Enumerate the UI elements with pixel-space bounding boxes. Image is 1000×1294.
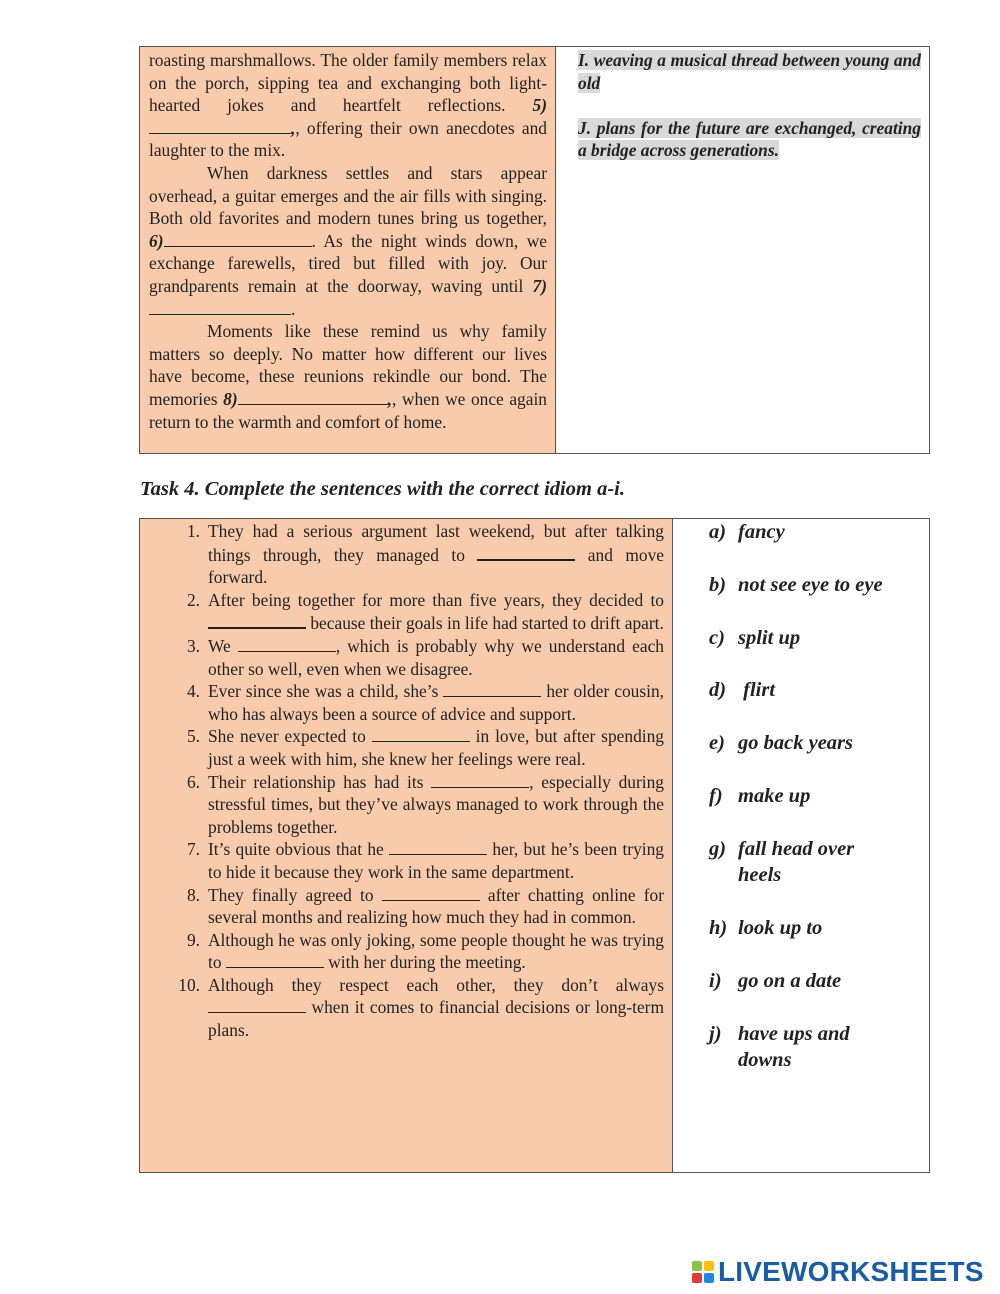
idiom-option[interactable] xyxy=(709,968,899,994)
option-letter: e) xyxy=(709,732,725,754)
gap-5[interactable]: 5) xyxy=(149,95,547,138)
passage-paragraph-3: Moments like these remind us why family matters so deeply. No matter how different our lives have become, these reunions rekindle our bond. The memories 8) ,, when we once again return to the warmth and comfort of home. xyxy=(149,321,547,432)
answer-blank[interactable] xyxy=(382,884,480,901)
option-letter: b) xyxy=(709,574,727,596)
sentence-text: She never expected to in love, but after spending just a week with him, she knew her feelings were real. xyxy=(208,726,664,769)
option-letter: d) xyxy=(709,679,727,701)
passage-table xyxy=(139,46,930,454)
option-text: make up xyxy=(738,785,811,807)
logo-grid-icon xyxy=(692,1261,714,1283)
option-text: go back years xyxy=(738,732,854,754)
idiom-option[interactable] xyxy=(709,572,899,598)
option-letter: f) xyxy=(709,785,723,807)
option-letter: h) xyxy=(709,917,728,939)
logo-square xyxy=(692,1261,702,1271)
sentence-number: 2. xyxy=(186,589,200,610)
idiom-option[interactable] xyxy=(709,915,899,941)
sentence-number: 4. xyxy=(186,681,200,702)
answer-blank[interactable] xyxy=(208,611,306,629)
option-text: not see eye to eye xyxy=(738,574,883,596)
passage-paragraph-2: When darkness settles and stars appear overhead, a guitar emerges and the air fills with singing. Both old favorites and modern tunes bring us together, 6) . As the night winds down, we exchange farewells, tired but filled with joy. Our grandparents remain at the doorway, waving until 7). xyxy=(149,162,547,319)
sentence-number: 6. xyxy=(186,771,200,792)
idiom-option[interactable] xyxy=(709,625,899,651)
sentences-cell xyxy=(140,519,673,1172)
answer-blank[interactable] xyxy=(372,725,470,742)
gap-7[interactable]: 7) xyxy=(149,276,547,319)
sentence-text: We , which is probably why we understand each other so well, even when we disagree. xyxy=(208,635,664,679)
sentence-item xyxy=(170,680,664,725)
gap-8[interactable]: 8) xyxy=(223,389,388,409)
option-text: flirt xyxy=(738,679,776,701)
sentence-text: After being together for more than five years, they decided to because their goals in life had started to drift apart. xyxy=(208,589,664,634)
task-title: Task 4. Complete the sentences with the correct idiom a-i. xyxy=(140,478,625,500)
idiom-option[interactable] xyxy=(709,1021,899,1073)
sentence-number: 5. xyxy=(186,726,200,747)
gap-6[interactable]: 6) xyxy=(149,231,312,251)
option-text: look up to xyxy=(738,917,823,939)
sentence-text: They had a serious argument last weekend, but after talking things through, they managed to and move forward. xyxy=(208,521,664,588)
idiom-options xyxy=(673,519,929,1172)
option-text: fall head over heels xyxy=(738,838,860,886)
sentence-text: Although they respect each other, they don’t always when it comes to financial decisions or long-term plans. xyxy=(208,974,664,1041)
sentence-number: 10. xyxy=(178,974,200,995)
sentence-text: Although he was only joking, some people thought he was trying to with her during the meeting. xyxy=(208,929,664,973)
idioms-table xyxy=(139,518,930,1173)
logo-square xyxy=(692,1273,702,1283)
passage-cell xyxy=(140,47,556,453)
sentence-number: 1. xyxy=(186,521,200,541)
idiom-option[interactable] xyxy=(709,783,899,809)
option-text: go on a date xyxy=(738,970,842,992)
answer-blank[interactable] xyxy=(443,680,541,697)
answer-blank[interactable] xyxy=(431,771,529,788)
option-letter: g) xyxy=(709,838,727,860)
idiom-option[interactable] xyxy=(709,836,899,888)
sentence-item xyxy=(170,589,664,635)
sentence-text: They finally agreed to after chatting online for several months and realizing how much they had in common. xyxy=(208,884,664,928)
answer-blank[interactable] xyxy=(226,951,324,968)
answer-blank[interactable] xyxy=(238,635,336,652)
sentence-item xyxy=(170,725,664,770)
sentence-item xyxy=(170,929,664,974)
answer-blank[interactable] xyxy=(389,838,487,855)
phrase-j[interactable]: J. plans for the future are exchanged, creating a bridge across generations. xyxy=(578,117,921,161)
sentence-number: 9. xyxy=(186,929,200,950)
idiom-option[interactable] xyxy=(709,677,899,703)
sentence-number: 7. xyxy=(186,839,200,860)
option-letter: j) xyxy=(709,1023,722,1045)
idiom-option[interactable] xyxy=(709,730,899,756)
sentence-item xyxy=(170,635,664,680)
answer-blank[interactable] xyxy=(208,996,306,1013)
sentence-item xyxy=(170,974,664,1042)
sentence-text: It’s quite obvious that he her, but he’s been trying to hide it because they work in the same department. xyxy=(208,839,664,882)
phrase-i[interactable]: I. weaving a musical thread between young and old xyxy=(578,50,921,93)
option-text: fancy xyxy=(738,521,785,543)
option-letter: c) xyxy=(709,627,725,649)
sentence-text: Ever since she was a child, she’s her older cousin, who has always been a source of advice and support. xyxy=(208,681,665,724)
option-text: split up xyxy=(738,627,801,649)
answer-blank[interactable] xyxy=(477,543,575,561)
sentence-item xyxy=(170,520,664,589)
liveworksheets-logo: LIVEWORKSHEETS xyxy=(692,1256,984,1288)
passage-paragraph-1: roasting marshmallows. The older family members relax on the porch, sipping tea and exchanging both light-hearted jokes and heartfelt reflections. 5),, offering their own anecdotes and laughter to the mix. xyxy=(149,50,547,161)
option-text: have ups and downs xyxy=(738,1023,855,1071)
logo-square xyxy=(704,1261,714,1271)
option-letter: a) xyxy=(709,521,727,543)
sentence-number: 8. xyxy=(186,884,200,905)
phrases-cell xyxy=(556,47,929,453)
sentence-item xyxy=(170,838,664,883)
option-letter: i) xyxy=(709,970,722,992)
idiom-option[interactable] xyxy=(709,519,899,545)
sentence-number: 3. xyxy=(186,635,200,656)
sentence-text: Their relationship has had its , especially during stressful times, but they’ve always managed to work through the problems together. xyxy=(208,771,664,837)
logo-square xyxy=(704,1273,714,1283)
sentence-item xyxy=(170,771,664,839)
sentence-item xyxy=(170,884,664,929)
sentence-list xyxy=(170,520,664,1042)
